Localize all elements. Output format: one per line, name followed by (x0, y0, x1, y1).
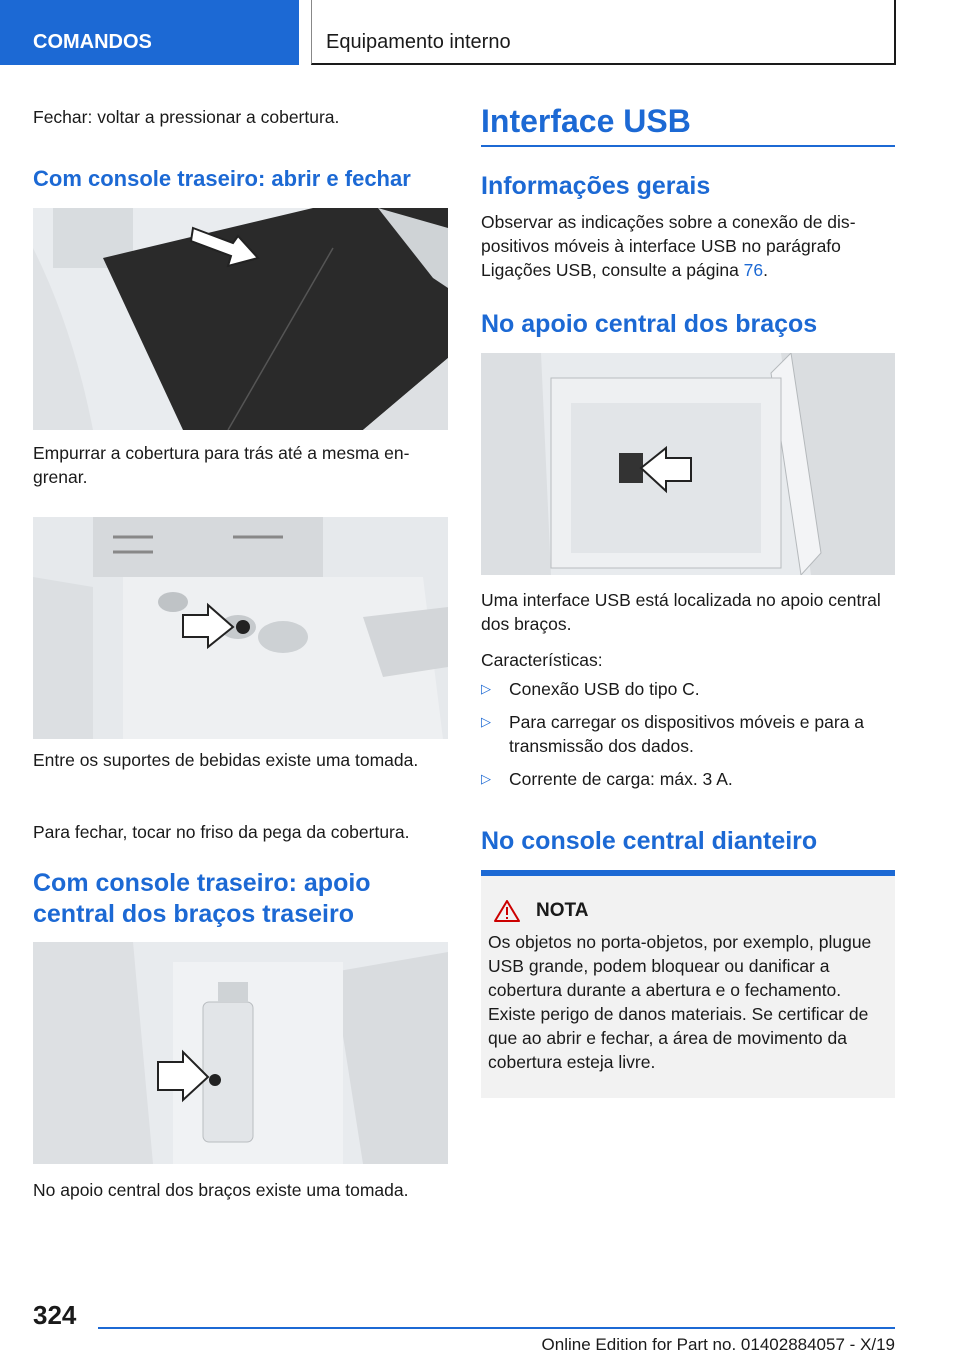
push-text: Empurrar a cobertura para trás até a mesma engrenar. (33, 443, 410, 487)
heading-general-info: Informações gerais (481, 172, 711, 200)
notice-box (481, 870, 895, 1098)
warning-icon (494, 900, 520, 922)
usb-location-text: Uma interface USB está localizada no apoio central dos braços. (481, 590, 881, 634)
socket-text: Entre os suportes de bebidas existe uma tomada. (33, 750, 419, 770)
heading-central-armrest: No apoio central dos braços (481, 310, 818, 338)
general-info-text (481, 210, 895, 282)
image-console-open (33, 517, 448, 739)
general-info-text-end: . (763, 260, 769, 280)
section-tab: COMANDOS (0, 0, 299, 65)
features-list (481, 677, 895, 800)
features-label: Características: (481, 650, 603, 670)
list-item (481, 710, 895, 758)
list-item-text: Conexão USB do tipo C. (509, 679, 700, 699)
heading-open-close: Com console traseiro: abrir e fechar (33, 166, 411, 191)
close-touch-text: Para fechar, tocar no friso da pega da cobertura. (33, 822, 410, 842)
chapter-tab: Equipamento interno (311, 0, 896, 65)
triangle-bullet-icon: ▷ (481, 771, 491, 786)
image-rear-armrest (33, 942, 448, 1164)
notice-title: NOTA (536, 900, 589, 921)
notice-header (494, 900, 887, 922)
heading-rear-armrest: Com console traseiro: apoio central dos braços traseiro (33, 869, 371, 928)
list-item-text: Para carregar os dispositivos móveis e para a transmissão dos dados. (509, 712, 865, 756)
triangle-bullet-icon: ▷ (481, 681, 491, 696)
image-console-cover-closed (33, 208, 448, 430)
notice-text: Os objetos no porta-objetos, por exemplo, plugue USB grande, podem bloquear ou danificar a cobertura durante a abertura e o fechamento. Existe perigo de danos materiais. Se certificar de que ao abrir e fechar, a área de movimento da cobertura esteja livre. (488, 932, 872, 1072)
heading-rule (481, 145, 895, 147)
footer-rule (98, 1327, 895, 1329)
list-item-text: Corrente de carga: máx. 3 A. (509, 769, 733, 789)
general-info-text-main: Observar as indicações sobre a conexão de dispositivos móveis à interface USB no parágrafo Ligações USB, consulte a página (481, 212, 856, 280)
close-text: Fechar: voltar a pressionar a cobertura. (33, 107, 340, 127)
triangle-bullet-icon: ▷ (481, 714, 491, 729)
armrest-socket-text: No apoio central dos braços existe uma tomada. (33, 1180, 409, 1200)
heading-usb-interface: Interface USB (481, 103, 691, 139)
page-number: 324 (33, 1300, 77, 1330)
page-link-76[interactable]: 76 (743, 260, 764, 280)
list-item (481, 677, 895, 701)
heading-front-console: No console central dianteiro (481, 827, 818, 855)
list-item (481, 767, 895, 791)
footer-edition: Online Edition for Part no. 01402884057 - X/19 (541, 1335, 895, 1354)
image-usb-armrest (481, 353, 895, 575)
